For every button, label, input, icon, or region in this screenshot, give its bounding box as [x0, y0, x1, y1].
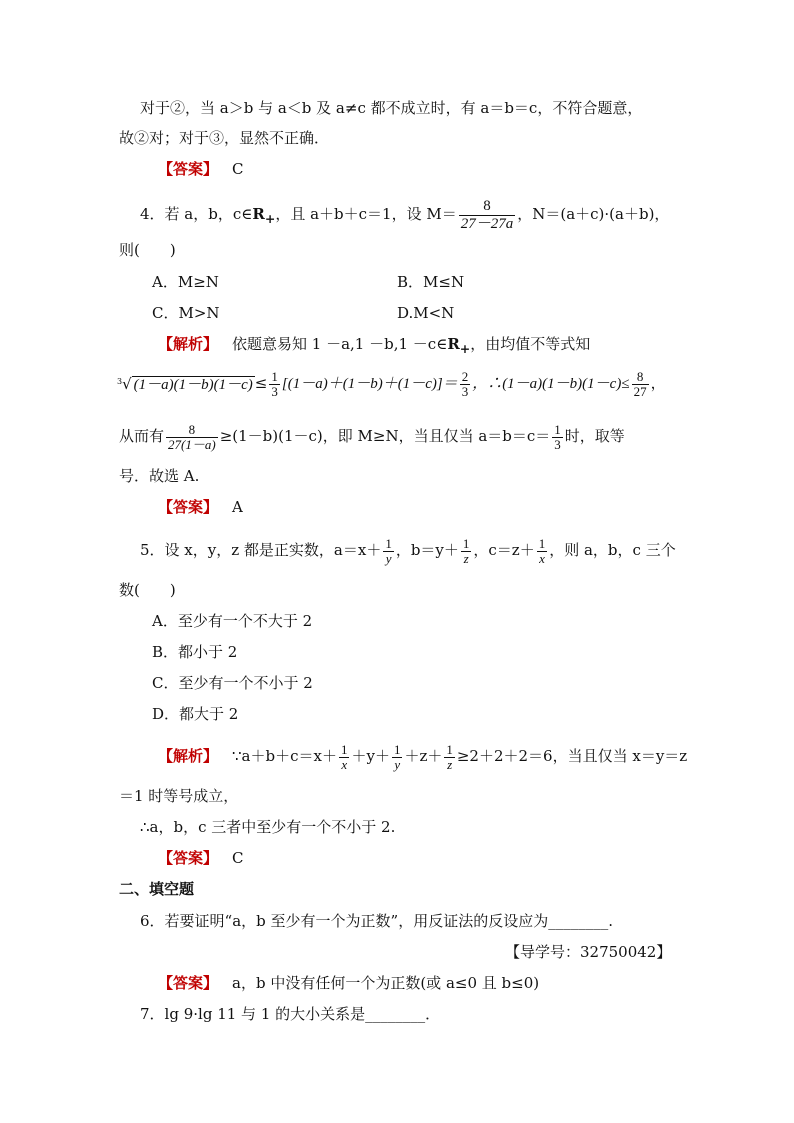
fraction-numerator: 1	[385, 535, 392, 551]
answer-value: C	[232, 849, 244, 867]
analysis-line: ∴a，b，c 三者中至少有一个不小于 2.	[140, 818, 396, 836]
fraction	[552, 423, 563, 452]
fraction-denominator: 3	[554, 436, 561, 452]
fraction-numerator: 8	[166, 423, 218, 438]
fraction-denominator: x	[341, 756, 348, 772]
analysis-text: [(1－a)＋(1－b)＋(1－c)]＝	[281, 376, 458, 392]
fraction	[383, 537, 394, 566]
radicand: (1－a)(1－b)(1－c)	[133, 376, 253, 393]
text-line: 对于②，当 a＞b 与 a＜b 及 a≠c 都不成立时，有 a＝b＝c，不符合题意，	[140, 99, 643, 117]
analysis-text: 依题意易知 1 －a,1 －b,1 －c∈	[232, 335, 448, 353]
fraction	[269, 370, 280, 399]
fraction-denominator: 27(1－a)	[168, 436, 216, 452]
option-a: A．M≥N	[152, 273, 219, 291]
question-4-stem	[140, 196, 669, 237]
analysis-text: ，∴(1－a)(1－b)(1－c)≤	[472, 376, 630, 392]
fraction-numerator: 2	[461, 368, 469, 384]
positive-subscript: +	[264, 211, 276, 226]
q5-text: ，b＝y＋	[395, 541, 459, 559]
fraction	[459, 198, 516, 233]
analysis-line	[158, 334, 590, 359]
option-c: C．M>N	[152, 304, 220, 322]
q5-text: 5．设 x，y，z 都是正实数，a＝x＋	[140, 541, 382, 559]
fraction-denominator: 27	[633, 383, 647, 399]
answer-line	[158, 159, 244, 179]
fraction-numerator: 1	[462, 535, 470, 551]
answer-value: A	[232, 498, 243, 516]
analysis-text: ＋z＋	[404, 747, 443, 765]
fraction-numerator: 1	[554, 421, 561, 437]
analysis-formula-line	[117, 365, 666, 403]
answer-tag: 【答案】	[158, 849, 219, 867]
fraction-numerator: 1	[393, 741, 401, 757]
cube-root: $^3$√ (1－a)(1－b)(1－c)	[117, 374, 253, 393]
section-heading: 二、填空题	[119, 880, 195, 898]
question-7: 7．lg 9·lg 11 与 1 的大小关系是________．	[140, 1005, 441, 1023]
inequality-sign: ≤	[254, 374, 268, 392]
root-index: 3	[117, 376, 123, 386]
answer-line	[158, 848, 244, 868]
answer-tag: 【答案】	[158, 498, 219, 516]
analysis-text: 时，取等	[564, 427, 625, 445]
analysis-text: ∵a＋b＋c＝x＋	[232, 747, 337, 765]
question-4-then: 则( )	[119, 241, 176, 259]
fraction-numerator: 1	[271, 368, 278, 384]
option-b: B．M≤N	[397, 273, 465, 291]
fraction	[632, 370, 649, 399]
analysis-text: ，由均值不等式知	[470, 335, 591, 353]
fraction-denominator: 3	[461, 383, 469, 399]
analysis-line	[119, 418, 625, 454]
option-d: D．都大于 2	[152, 705, 239, 723]
fraction	[461, 537, 472, 566]
question-ref-number: 【导学号：32750042】	[505, 943, 672, 961]
answer-tag: 【答案】	[158, 160, 219, 178]
analysis-text: ，	[650, 374, 666, 392]
fraction-numerator: 8	[632, 370, 649, 385]
analysis-text: ＋y＋	[351, 747, 390, 765]
answer-value: a，b 中没有任何一个为正数(或 a≤0 且 b≤0)	[232, 974, 540, 992]
option-b: B．都小于 2	[152, 643, 238, 661]
fraction-denominator: z	[447, 756, 453, 772]
analysis-tag: 【解析】	[158, 335, 219, 353]
analysis-line	[158, 736, 687, 776]
answer-value: C	[232, 160, 244, 178]
answer-tag: 【答案】	[158, 974, 219, 992]
positive-subscript: +	[459, 341, 471, 356]
fraction	[166, 423, 218, 452]
option-d: D.M<N	[397, 304, 455, 322]
fraction-denominator: 3	[271, 383, 278, 399]
option-a: A．至少有一个不大于 2	[152, 612, 313, 630]
fraction-denominator: z	[463, 550, 469, 566]
q4-text: ，且 a＋b＋c＝1，设 M＝	[275, 205, 457, 223]
real-set-symbol: R	[252, 205, 265, 223]
analysis-line: 号．故选 A.	[119, 467, 200, 485]
fraction	[392, 743, 403, 772]
q5-text: ，则 a，b，c 三个	[549, 541, 676, 559]
fraction-denominator: x	[539, 550, 545, 566]
answer-line	[158, 497, 243, 517]
q4-text: 4．若 a，b，c∈	[140, 205, 253, 223]
fraction	[537, 537, 548, 566]
fraction-denominator: y	[385, 550, 392, 566]
fraction-numerator: 1	[340, 741, 348, 757]
question-6: 6．若要证明“a，b 至少有一个为正数”，用反证法的反设应为________.	[140, 912, 613, 930]
fraction-numerator: 1	[538, 535, 546, 551]
fraction	[339, 743, 350, 772]
analysis-text: 从而有	[119, 427, 165, 445]
q4-text: ，N＝(a＋c)·(a＋b)，	[517, 205, 670, 223]
question-5-tail: 数( )	[119, 581, 176, 599]
fraction	[444, 743, 455, 772]
fraction-denominator: 27－27a	[460, 215, 514, 232]
fraction-numerator: 8	[459, 198, 516, 216]
question-5-stem	[140, 530, 676, 570]
text-line: 故②对；对于③，显然不正确．	[119, 129, 330, 147]
q5-text: ，c＝z＋	[473, 541, 535, 559]
option-c: C．至少有一个不小于 2	[152, 674, 313, 692]
real-set-symbol: R	[447, 335, 460, 353]
fraction-numerator: 1	[446, 741, 453, 757]
fraction	[460, 370, 471, 399]
fraction-denominator: y	[394, 756, 401, 772]
answer-line	[158, 973, 539, 993]
analysis-line: ＝1 时等号成立，	[119, 787, 239, 805]
analysis-text: ≥2＋2＋2＝6，当且仅当 x＝y＝z	[456, 747, 688, 765]
analysis-tag: 【解析】	[158, 747, 219, 765]
analysis-text: ≥(1－b)(1－c)，即 M≥N，当且仅当 a＝b＝c＝	[219, 427, 551, 445]
